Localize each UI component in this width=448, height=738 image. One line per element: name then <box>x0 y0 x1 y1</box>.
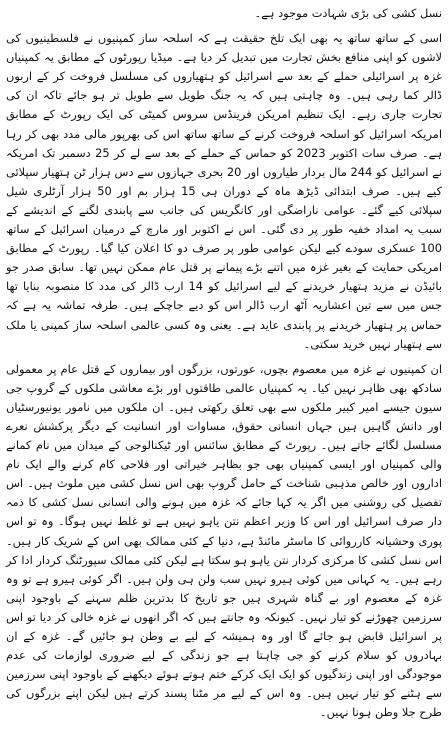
article-paragraph-3: ان کمپنیوں نے غزہ میں معصوم بچوں، عورتوں، بزرگوں اور بیماروں کے قتل عام پر معمولی سادکھ بھی ظاہر نہیں کیا۔ یہ کمپنیاں عالمی طاقتوں اور بڑے معاشی ملکوں کے گروپ جی سیون جیسے امیر کبیر ملکوں سے بھی تعلق رکھتی ہیں۔ ان ملکوں میں نامور یونیورسٹیاں اور دانش گاہیں ہیں جہاں انسانی حقوق، مساوات اور انسانیت کے دیگر پرکشش نعرے مسلسل لگائے جاتے ہیں۔ رپورٹ کے مطابق سائنس اور ٹیکنالوجی کے میدان میں نام کمانے والی کمپنیاں اور ایسی کمپنیاں بھی جو بظاہر خیراتی اور فلاحی کام کرنے والے ایک نام اداروں اور خالص مذہبی شناخت کے حامل گروپ بھی اس نسل کشی میں ملوث ہیں۔ اس تفصیل کی روشنی میں اگر یہ کہا جائے کہ غزہ میں ہونے والی انسانی نسل کشی کا ذمہ دار صرف اسرائیل اور اس کا وزیر اعظم نتن یاہو نہیں ہے تو غلط نہیں ہوگا۔ وہ تو اس پوری وحشیانہ کارروائی کا ماسٹر مائنڈ ہے، دنیا کے کئی ممالک بھی اس کے شریک کار ہیں۔ اس نسل کشی کا مرکزی کردار نتن یاہو ہو سکتا ہے لیکن کئی ممالک سپورٹنگ کردار ادا کر رہے ہیں۔ یہ کہانی میں کوئی ہیرو نہیں سب ولن ہی ولن ہیں۔ اگر کوئی ہیرو ہے تو وہ غزہ کے معصوم اور بے گناہ شہری ہیں جو تاریخ کا بدترین ظلم سہنے کے باوجود اپنی سرزمین چھوڑنے کو تیار نہیں۔ کیونکہ وہ جانتے ہیں کہ اگر انھوں نے غزہ خالی کر دیا تو اس پر اسرائیل قابض ہو جائے گا اور وہ ہمیشہ کے لیے بے وطن ہو جائیں گے۔ غزہ کے ان بہادروں کو سلام کرنے کو جی چاہتا ہے جو زندگی کے لیے ضروری لوازمات کی عدم موجودگی اور اپنی زندگیوں کو ایک ایک کرکے ختم ہوتے ہوئے دیکھنے کے باوجود اپنی سرزمین سے ہٹنے کو تیار نہیں ہیں۔ وہ اس کے لیے مر مٹنا پسند کرتے ہیں لیکن اپنے بزرگوں کی طرح جلا وطن ہونا نہیں۔ <box>6 361 442 720</box>
article-paragraph-2: اسی کے ساتھ ساتھ یہ بھی ایک تلخ حقیقت ہے کہ اسلحہ ساز کمپنیوں نے فلسطینیوں کی لاشوں کو اپنی منافع بخش تجارت میں تبدیل کر دیا ہے۔ میڈیا رپورٹوں کے مطابق یہ کمپنیاں غزہ پر اسرائیلی حملے کے بعد سے اسرائیل کو ہتھیاروں کی مسلسل فروخت کر کے اربوں ڈالر کما رہی ہیں۔ وہ چاہتی ہیں کہ یہ جنگ طویل سے طویل تر ہو جائے تاکہ ان کی تجارت جاری رہے۔ ایک تنظیم امریکن فرینڈس سروس کمیٹی کی ایک رپورٹ کے مطابق امریکہ اسرائیل کو اسلحہ فروخت کرنے کے ساتھ ساتھ اس کی بھرپور مالی مدد بھی کر رہا ہے۔ صرف سات اکتوبر 2023 کو حماس کے حملے کے بعد سے لے کر 25 دسمبر تک امریکہ نے اسرائیل کو 244 مال بردار طیاروں اور 20 بحری جہازوں سے دس ہزار ٹن ہتھیار سپلائی کیے ہیں۔ صرف ابتدائی ڈیڑھ ماہ کے دوران ہی 15 ہزار بم اور 50 ہزار آرٹلری شیل سپلائی کیے گئے۔ عوامی ناراضگی اور کانگریس کی جانب سے پابندی لگنے کے اندیشے کے سبب یہ امداد خفیہ طور پر دی گئی۔ اس نے اکتوبر اور مارچ کے درمیان اسرائیل کے ساتھ 100 عسکری سودے کیے لیکن عوامی طور پر صرف دو کا اعلان کیا گیا۔ رپورٹ کے مطابق امریکی حمایت کے بغیر غزہ میں اتنے بڑے پیمانے پر قتل عام ممکن نہیں تھا۔ سابق صدر جو بائیڈن نے مزید ہتھیار خریدنے کے لیے اسرائیل کو 14 ارب ڈالر کی مدد کا منصوبہ بنایا تھا جس میں سے تین اعشاریہ آٹھ ارب ڈالر اس کو دیے جاچکے ہیں۔ طرفہ تماشہ یہ ہے کہ حماس پر ہتھیار خریدنے پر پابندی عاید ہے۔ یعنی وہ کسی عالمی اسلحہ ساز کمپنی یا ملک سے ہتھیار نہیں خرید سکتی۔ <box>6 31 443 351</box>
article-paragraph-1: نسل کشی کی بڑی شہادت موجود ہے۔ <box>254 6 442 20</box>
